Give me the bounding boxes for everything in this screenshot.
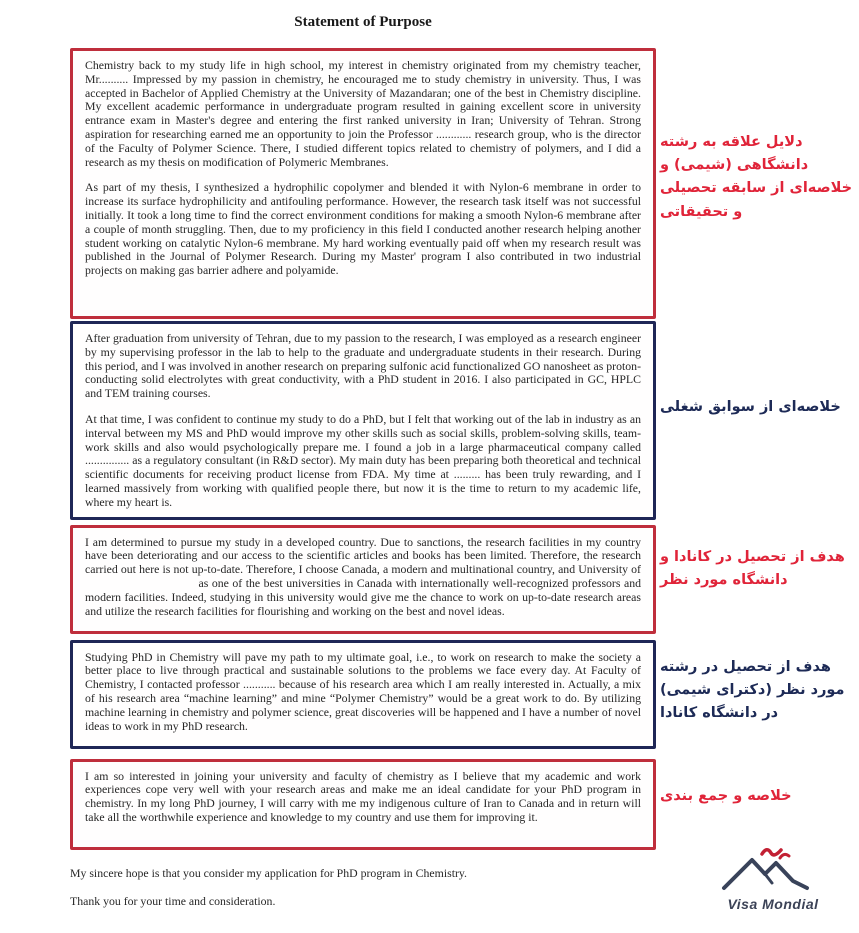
logo-wordmark: Visa Mondial bbox=[727, 896, 819, 912]
paragraph: As part of my thesis, I synthesized a hydrophilic copolymer and blended it with Nylon-6 membrane in order to increase its surface hydrophilicity and antifouling performance. However, the research task itself was not successful initially. It took a long time to find the correct environment conditions for making a smooth Nylon-6 membrane after a couple of month struggling. Then, due to my proficiency in this field I conducted another research helping another student working on catalytic Nylon-6 membrane. My hard working eventually paid off when my research result was published in the Journal of Polymer Research. During my Master' program I also contributed in two industrial projects on making gas barrier adhere and polyamide. bbox=[85, 180, 641, 278]
closing-line-hope: My sincere hope is that you consider my application for PhD program in Chemistry. bbox=[70, 865, 467, 880]
closing-remarks bbox=[70, 866, 656, 909]
paragraph: I am so interested in joining your university and faculty of chemistry as I believe that my academic and work experiences cope very well with your research areas and make me an ideal candidate for your PhD program in chemistry. In my long PhD journey, I will carry with me my indigenous culture of Iran to Canada and in return will take all the worthwhile experience and knowledge to my country and use them for improving it. bbox=[85, 768, 641, 824]
annotation-phd-goal: هدف از تحصیل در رشته مورد نظر (دکترای شیمی) در دانشگاه کانادا bbox=[660, 659, 845, 722]
summary-box bbox=[70, 759, 656, 850]
redacted-university-name bbox=[85, 586, 195, 587]
paragraph: Studying PhD in Chemistry will pave my path to my ultimate goal, i.e., to work on research to make the society a better place to live through practical and sustainable solutions to the problems we face every day. At Faculty of Chemistry, I contacted professor ........... because of his research area which I am really interested in. Actually, a mix of his research area “machine learning” and mine “Polymer Chemistry” would be a great work to do. By utilizing machine learning in chemistry and polymer science, great discoveries will be happened and I have a number of novel ideas to work in my PhD research. bbox=[85, 649, 641, 733]
work-experience-box bbox=[70, 321, 656, 520]
paragraph bbox=[85, 536, 641, 619]
page-title: Statement of Purpose bbox=[294, 14, 432, 30]
paragraph: Chemistry back to my study life in high school, my interest in chemistry originated from my chemistry teacher, Mr.......... Impressed by my passion in chemistry, he encouraged me to study chemistry in university. Thus, I was accepted in Bachelor of Applied Chemistry at the University of Mazandaran; one of the best in Chemistry discipline. My excellent academic performance in undergraduate program resulted in gaining excellent score in university entrance exam in Master's degree and entering the first ranked university in Iran; University of Tehran. Strong aspiration for researching earned me an opportunity to join the Professor ............ research group, who is the director of the Faculty of Polymer Science. There, I studied different topics related to chemistry of polymers, and I did a research as my thesis on modification of Polymeric Membranes. bbox=[85, 58, 641, 169]
annotation-work-history: خلاصه‌ای از سوابق شغلی bbox=[660, 399, 841, 415]
paragraph: After graduation from university of Tehran, due to my passion to the research, I was employed as a research engineer by my supervising professor in the lab to help to the graduate and undergraduate students in their research. During this period, and I was involved in another research on preparing sulfonic acid functionalized GO nanosheet as proton-conducting solid electrolytes with great conductivity, with a PhD student in 2016. I also participated in GC, HPLC and TEM training courses. bbox=[85, 331, 641, 401]
mountain-icon bbox=[717, 843, 829, 893]
annotation-summary: خلاصه و جمع بندی bbox=[660, 788, 792, 804]
academic-background-box bbox=[70, 48, 656, 319]
paragraph-text-before-blank: I am determined to pursue my study in a developed country. Due to sanctions, the research facilities in my country have been deteriorating and our access to the scientific articles and books has been limited. Therefore, the research carried out here is not up-to-date. Therefore, I choose Canada, a modern and multinational country, and University of bbox=[85, 534, 641, 577]
visa-mondial-logo bbox=[697, 843, 849, 912]
phd-goal-box bbox=[70, 640, 656, 749]
closing-line-thanks: Thank you for your time and consideration. bbox=[70, 893, 276, 908]
document-body bbox=[70, 14, 656, 909]
why-canada-box bbox=[70, 525, 656, 634]
paragraph: At that time, I was confident to continue my study to do a PhD, but I felt that working out of the lab in industry as an interval between my MS and PhD would improve my other skills such as social skills, problem-solving skills, team-work skills and also would psychologically prepare me. I found a job in a large pharmaceutical company called ............... as a regulatory consultant (in R&D sector). My main duty has been preparing both theoretical and technical scientific documents for receiving product license from FDA. My time at ......... has been truly rewarding, and I learned massively from working with qualified people there, but now it is the time to return to my academic life, where my heart is. bbox=[85, 411, 641, 509]
paragraph-text-after-blank: as one of the best universities in Canada with internationally well-recognized professors and modern facilities. Indeed, studying in this university would give me the chance to work on up-to-date research areas and utilize the research facilities for flourishing and working on the best and novel ideas. bbox=[85, 575, 641, 618]
annotation-academic-interest: دلایل علاقه به رشته دانشگاهی (شیمی) و خلاصه‌ای از سابقه تحصیلی و تحقیقاتی bbox=[660, 134, 853, 220]
annotation-why-canada: هدف از تحصیل در کانادا و دانشگاه مورد نظر bbox=[660, 549, 845, 589]
